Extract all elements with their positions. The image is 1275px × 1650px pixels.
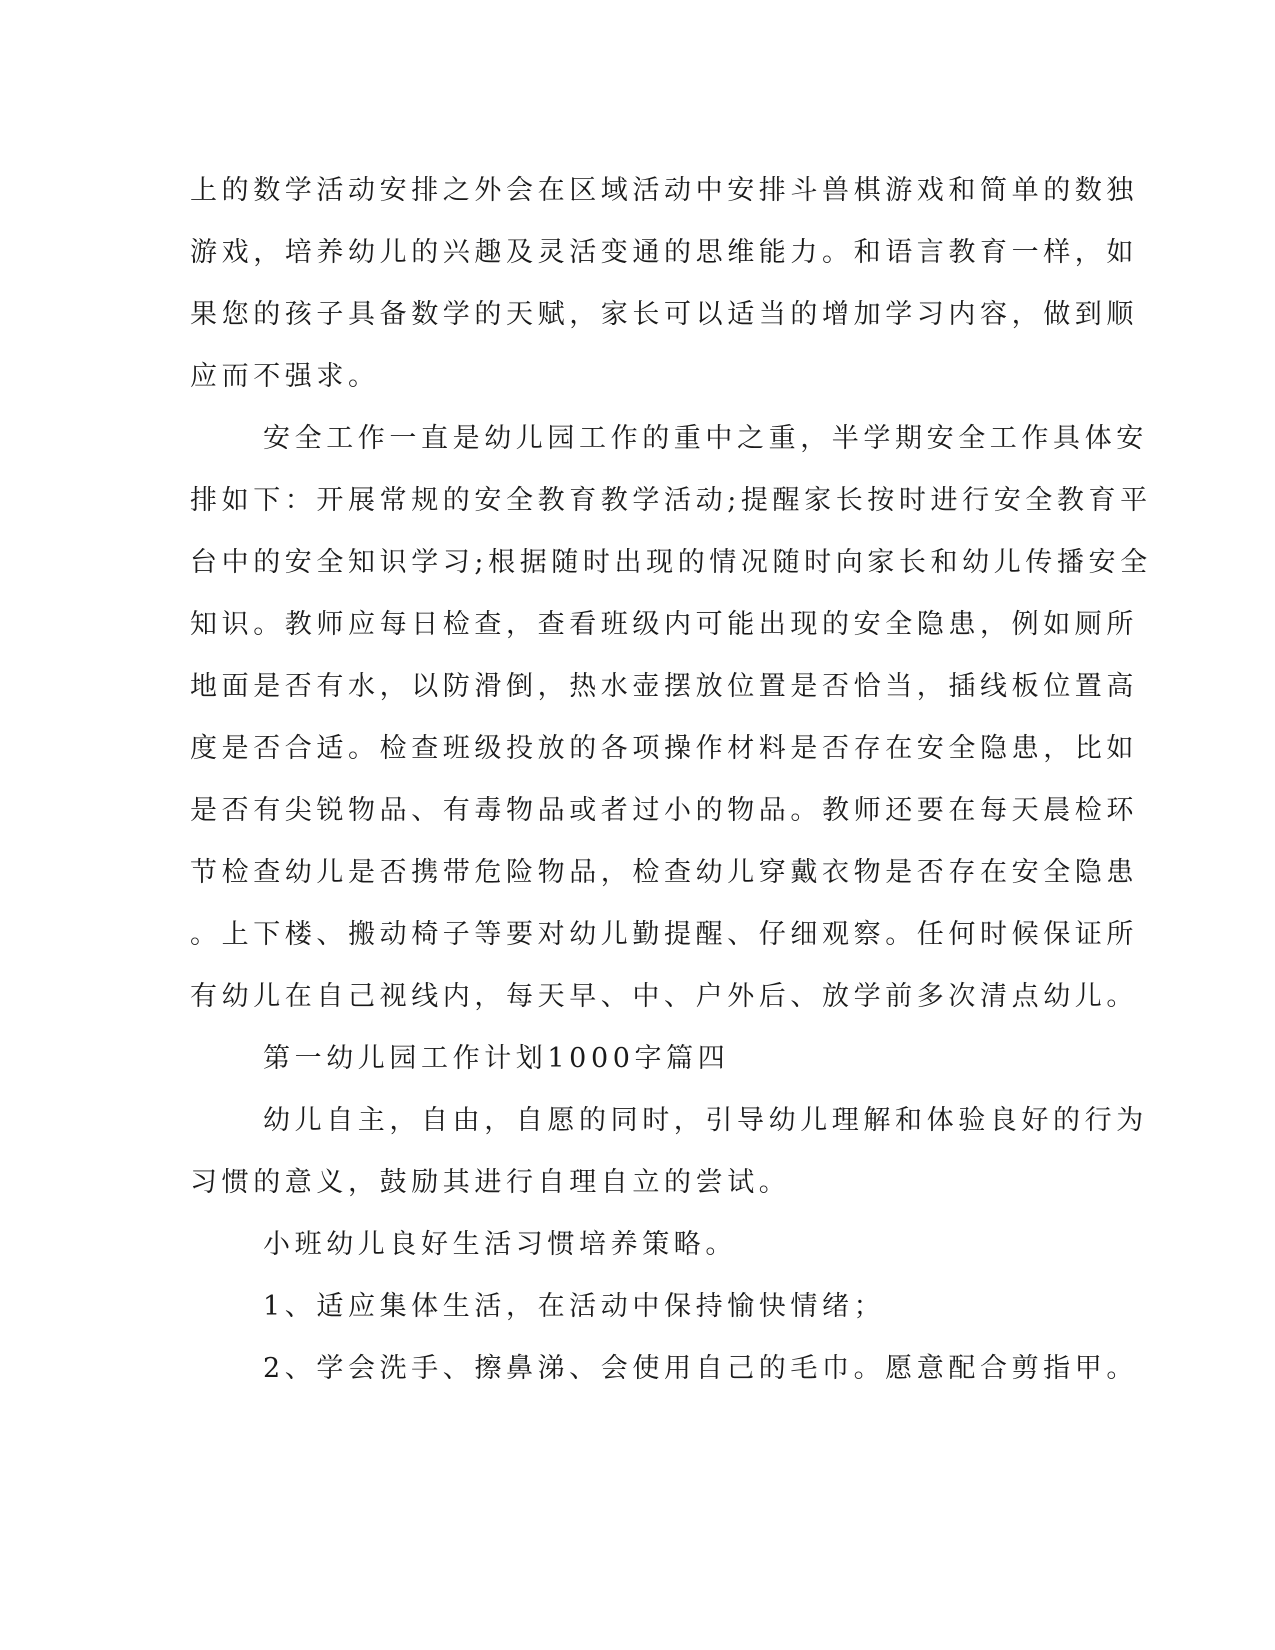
text-line: 是否有尖锐物品、有毒物品或者过小的物品。教师还要在每天晨检环 [190, 795, 1138, 826]
text-line: 节检查幼儿是否携带危险物品，检查幼儿穿戴衣物是否存在安全隐患 [190, 857, 1138, 888]
text-line: 知识。教师应每日检查，查看班级内可能出现的安全隐患，例如厕所 [190, 609, 1138, 640]
text-line: 排如下：开展常规的安全教育教学活动;提醒家长按时进行安全教育平 [190, 485, 1152, 516]
text-line: 上的数学活动安排之外会在区域活动中安排斗兽棋游戏和简单的数独 [190, 175, 1138, 206]
document-body [190, 160, 1152, 1400]
list-item: 1、适应集体生活，在活动中保持愉快情绪； [263, 1291, 886, 1322]
paragraph-start-line: 小班幼儿良好生活习惯培养策略。 [263, 1229, 737, 1260]
text-line: 地面是否有水，以防滑倒，热水壶摆放位置是否恰当，插线板位置高 [190, 671, 1138, 702]
text-line: 台中的安全知识学习;根据随时出现的情况随时向家长和幼儿传播安全 [190, 547, 1152, 578]
text-line: 果您的孩子具备数学的天赋，家长可以适当的增加学习内容，做到顺 [190, 299, 1138, 330]
text-line: 有幼儿在自己视线内，每天早、中、户外后、放学前多次清点幼儿。 [190, 981, 1138, 1012]
paragraph-start-line: 幼儿自主，自由，自愿的同时，引导幼儿理解和体验良好的行为 [263, 1105, 1148, 1136]
text-line: 度是否合适。检查班级投放的各项操作材料是否存在安全隐患，比如 [190, 733, 1138, 764]
section-heading: 第一幼儿园工作计划1000字篇四 [263, 1043, 730, 1074]
list-item: 2、学会洗手、擦鼻涕、会使用自己的毛巾。愿意配合剪指甲。 [263, 1353, 1138, 1384]
text-line: 习惯的意义，鼓励其进行自理自立的尝试。 [190, 1167, 791, 1198]
text-line: 游戏，培养幼儿的兴趣及灵活变通的思维能力。和语言教育一样，如 [190, 237, 1138, 268]
paragraph-start-line: 安全工作一直是幼儿园工作的重中之重，半学期安全工作具体安 [263, 423, 1148, 454]
text-line: 应而不强求。 [190, 361, 380, 392]
text-line: 。上下楼、搬动椅子等要对幼儿勤提醒、仔细观察。任何时候保证所 [190, 919, 1138, 950]
